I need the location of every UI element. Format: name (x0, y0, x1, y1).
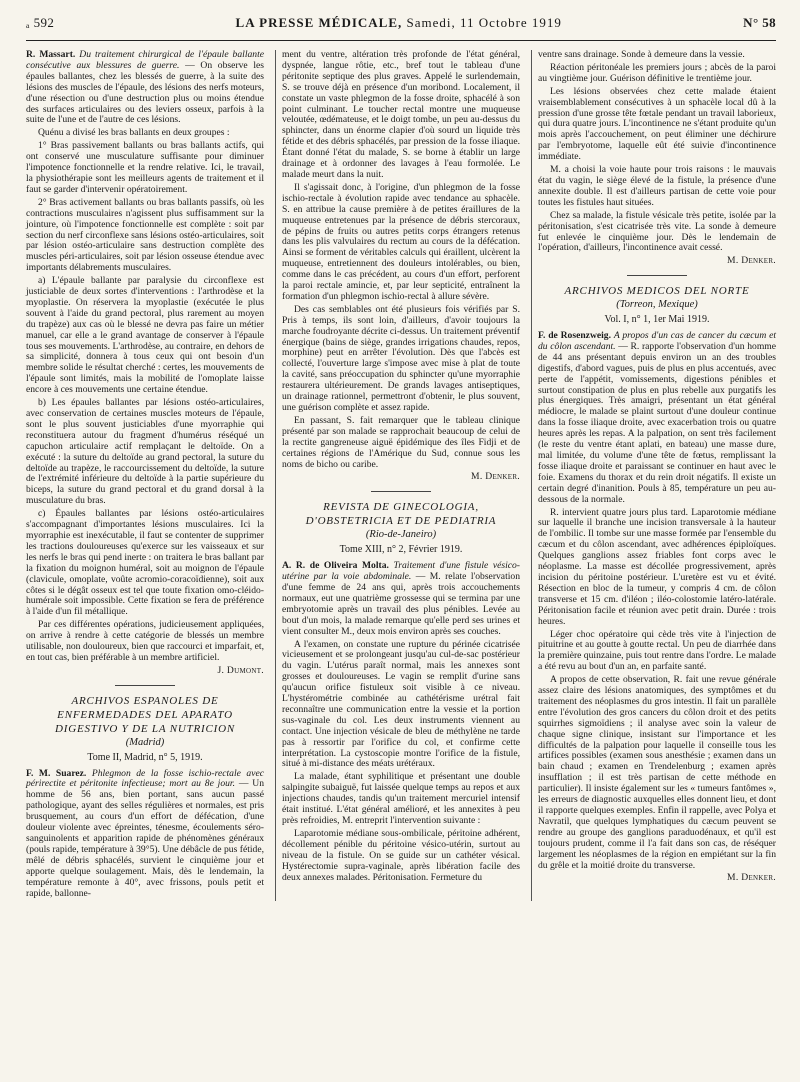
paragraph: Par ces différentes opérations, judicieusement appliquées, on arrive à rendre à cette catégorie de blessés un membre utilisable, non douloureux, bien que raccourci et imparfait, et, en tout cas, bien préférable à un membre artificiel. (26, 619, 264, 663)
author: F. M. Suarez. (26, 767, 87, 779)
issue-date: Samedi, 11 Octobre 1919 (406, 15, 562, 30)
author: F. de Rosenzweig. (538, 330, 611, 342)
signature: M. Denker. (727, 872, 776, 884)
article-oliveira (282, 561, 520, 637)
paragraph: b) Les épaules ballantes par lésions ostéo-articulaires, avec conservation de certaines muscles moteurs de l'épaule, sont le plus souvent justiciables d'une myorraphie qui reconstituera autour du fragment d'humérus réséqué un capuchon articulaire actif remplaçant le deltoïde. On a exécuté : la suture du deltoïde au grand pectoral, la suture du deltoïde au trapèze, le raccourcissement du deltoïde, la suture de l'extrémité inférieure du deltoïde à la partie supérieure du biceps, la suture du grand pectoral et du grand dorsal à la musculature du bras. (26, 397, 264, 507)
signature: M. Denker. (471, 471, 520, 483)
paragraph: A l'examen, on constate une rupture du périnée cicatrisée vicieusement et se prolongeant jusqu'au cul-de-sac postérieur du vagin. L'utérus paraît normal, mais les annexes sont grosses et douloureuses. Le vagin se remplit d'urine sans qu'aucun orifice fistuleux soit visible à ce niveau. L'hystérométrie combinée au cathétérisme urétral fait reconnaître une communication entre la vessie et la portion sus-vaginale du col. Les deux instruments viennent au contact. Une injection vésicale de bleu de méthylène ne tarde pas à ressortir par l'orifice du col, et confirme cette interprétation. La cystoscopie montre l'orifice de la fistule, situé à mi-distance des méats urétéraux. (282, 638, 520, 770)
section-meta: Vol. I, n° 1, 1er Mai 1919. (604, 314, 710, 326)
author: A. R. de Oliveira Molta. (282, 560, 389, 572)
article-rosenzweig (538, 331, 776, 506)
signature: J. Dumont. (217, 664, 264, 676)
paragraph: Réaction péritonéale les premiers jours ; abcès de la paroi au vingtième jour. Guérison définitive le trentième jour. (538, 61, 776, 84)
column-1 (26, 50, 264, 901)
article-title: A propos d'un cas de cancer du cæcum et du côlon ascendant. (538, 330, 777, 352)
paragraph: Laparotomie médiane sous-ombilicale, péritoine adhérent, décollement pénible du péritoine vésico-utérin, surtout au niveau de la fistule. On se guide sur un cathéter vésical. Hystérectomie supra-vaginale, après libération facile des deux annexes malades. Péritonisation. Fermeture du (282, 827, 520, 883)
paragraph: Des cas semblables ont été plusieurs fois vérifiés par S. Pris à temps, ils sont loin, d'ailleurs, d'avoir toujours la marche foudroyante décrite ci-dessus. Un traitement préventif énergique (bains de siège, grandes irrigations chaudes, repos, morphine) peut en arrêter l'évolution. Dès que l'abcès est collecté, l'ouverture large s'impose avec mise à plat de toute la cavité, sans préoccupation du sphincter qu'une myorraphie restaurera ultérieurement. De grands lavages antiseptiques, un drainage rationnel, permettront d'obtenir, le plus souvent, une guérison complète et assez rapide. (282, 303, 520, 413)
paragraph: A propos de cette observation, R. fait une revue générale assez claire des lésions anatomiques, des symptômes et du traitement des néoplasmes du gros intestin. Il fait un parallèle entre l'évolution des gros cancers du côlon droit et des petits squirrhes sigmoïdiens ; il analyse avec soin la valeur de chaque signe clinique, insistant sur l'importance et les difficultés de la palpation pour laquelle il conseille tous les artifices possibles (examen sous anesthésie ; examen dans un bain chaud ; examen en Trendelenburg ; examen après insufflation ; il est très partisan de cette méthode en particulier). Il insiste également sur les « tumeurs fantômes », les erreurs de diagnostic auxquelles elles donnent lieu, et dont il rapporte quelques exemples. Enfin il rappelle, avec Polya et Navratil, que quelques lymphatiques du cæcum peuvent se rendre au groupe des ganglions paraduodénaux, et qu'il est toujours prudent, comme il l'a fait dans son cas, de réséquer largement les néoplasmes de la région en empiétant sur la fin du grêle et la moitié droite du transverse. (538, 674, 776, 871)
paragraph: En passant, S. fait remarquer que le tableau clinique présenté par son malade se rapprochait beaucoup de celui de la rectite gangreneuse aiguë épidémique des îles Fidji et de certaines régions de l'Amérique du Sud, connue sous les noms de bicho ou caribe. (282, 414, 520, 470)
paragraph-text: — R. rapporte l'observation d'un homme de 44 ans présentant depuis environ un an des troubles digestifs, d'abord vagues, puis de plus en plus accentués, avec perte de l'appétit, vomissements, digestions pénibles et surtout constipation de plus en plus rebelle aux purgatifs les plus énergiques. Très amaigri, présentant un état général médiocre, le malade se plaint surtout d'une douleur continue dans la fosse iliaque droite, avec exacerbation trois ou quatre heures après les repas. A la palpation, on sent très facilement (le reste du ventre étant aplati, en bateau) une masse dure, mal limitée, du volume d'une tête de fœtus, remplissant la fosse iliaque droite et paraissant se continuer en haut avec le foie. Examens du thorax et du rein droit négatifs. Il existe un certain degré d'inanition. Pouls à 85, température un peu au-dessous de la normale. (538, 340, 776, 505)
paragraph: ventre sans drainage. Sonde à demeure dans la vessie. (538, 49, 745, 60)
paragraph: M. a choisi la voie haute pour trois raisons : le mauvais état du vagin, le siège élevé de la fistule, la présence d'une annexite double. Il est d'ailleurs partisan de cette voie pour toutes les fistules haut situées. (538, 164, 776, 208)
paragraph: Chez sa malade, la fistule vésicale très petite, isolée par la péritonisation, s'est cicatrisée très vite. La sonde à demeure fut enlevée le cinquième jour. Dès le lendemain de l'opération, d'ailleurs, l'incontinence avait cessé. (538, 209, 776, 254)
page-header (26, 15, 776, 41)
journal-title: LA PRESSE MÉDICALE, Samedi, 11 Octobre 1919 (235, 15, 562, 30)
paragraph-text: — Un homme de 56 ans, bien portant, sans aucun passé pathologique, ayant des selles régulières et normales, est pris brusquement, au cours d'un effort de défécation, d'une douleur violente avec épreintes, ténesme, écoulements séro-sanguinolents et apparition rapide de phénomènes généraux (pouls rapide, température à 39°5). Une débâcle de pus fétide, mêlé de débris sphacélés, survient le cinquième jour et apporte quelque soulagement. Mais, dès le lendemain, la température remonte à 40°, avec frissons, pouls petit et rapide, ballonne- (26, 778, 264, 899)
paragraph: R. intervient quatre jours plus tard. Laparotomie médiane sur laquelle il branche une incision transversale à la hauteur de l'ombilic. Il tombe sur une masse formée par l'ensemble du cæcum et du côlon ascendant, avec adhérences épiploïques. Quelques ganglions assez friables font corps avec le néoplasme. La masse est décollée progressivement, après incision du péritoine postérieur. L'uretère est vu et évité. Résection en bloc de la tumeur, y compris 4 cm. de côlon transverse et 15 cm. d'iléon ; iléo-colostomie latéro-latérale. Péritonisation facile et réunion avec petit drain. Durée : trois heures. (538, 506, 776, 627)
paragraph: c) Épaules ballantes par lésions ostéo-articulaires s'accompagnant d'importantes lésions musculaires. Ici la myorraphie est inexécutable, il faut se contenter de supprimer les tractions douloureuses qu'exerce sur les vaisseaux et sur les nerfs le bras qui pend inerte : on traitera le bras ballant par la fixation du moignon huméral, soit au moignon de l'épaule (clavicule, omoplate, voûte acromio-coracoïdienne), soit aux côtes si le dégât osseux est tel que toute fixation omo-cléido-humérale soit impossible. Cette fixation se fera de préférence à l'aide d'un fil métallique. (26, 508, 264, 618)
paragraph: 1° Bras passivement ballants ou bras ballants actifs, qui ont conservé une musculature suffisante pour diminuer l'impotence fonctionnelle et la rendre relative. Ici, le travail, la physiothérapie sont les meilleurs agents de traitement et il faut se garder d'intervenir opératoirement. (26, 140, 264, 195)
issue-number: N° 58 (743, 15, 776, 30)
section-city: (Madrid) (125, 736, 165, 748)
section-meta: Tome XIII, n° 2, Février 1919. (339, 544, 463, 556)
signature: M. Denker. (727, 255, 776, 267)
article-title: Du traitement chirurgical de l'épaule ballante consécutive aux blessures de guerre. (26, 49, 265, 71)
divider (371, 491, 431, 492)
section-city: (Torreon, Mexique) (616, 299, 698, 311)
paragraph: ment du ventre, altération très profonde de l'état général, dyspnée, langue rôtie, etc., bref tout le tableau d'une péritonite septique des plus graves. Appelé le surlendemain, S. se trouve déjà en présence d'un moribond. Localement, il constate un vaste phlegmon de la fosse droite, sphacélé à son point culminant. Le toucher rectal montre une muqueuse veloutée, œdémateuse, et le doigt tombe, un peu au-dessus du sphincter, dans un énorme clapier d'où sourd un liquide très fétide et des débris sphacélés, par pression de la fosse iliaque. Étant donné l'état du malade, S. se borne à établir un large drainage et à ordonner des lavages à l'eau formolée. Le malade meurt dans la nuit. (282, 49, 520, 180)
paragraph: 2° Bras activement ballants ou bras ballants passifs, où les contractions musculaires n'agissent plus suffisamment sur la jointure, où l'impotence fonctionnelle est complète : soit par section du nerf circonflexe sans lésions ostéo-articulaires, soit par lésion ostéo-articulaire sans destruction complète des muscles péri-articulaires, soit par lésion osseuse étendue avec importants délabrements musculaires. (26, 196, 264, 274)
divider (115, 685, 175, 686)
paragraph: Quénu a divisé les bras ballants en deux groupes : (38, 127, 230, 139)
paragraph: Il s'agissait donc, à l'origine, d'un phlegmon de la fosse ischio-rectale à évolution rapide avec tendance au sphacèle. S. en attribue la cause première à de petites éraillures de la muqueuse entretenues par la présence de débris stercoraux, de pépins de fruits ou autres petits corps étrangers retenus dans les plis valvulaires du rectum au cours de la défécation. Ainsi se forment de véritables calculs qui éraillent, ulcèrent la muqueuse, entretiennent des douleurs intolérables, ou bien, comme dans le cas précédent, au cours d'un effort, perforent la paroi rectale amincie, et, par leur septicité, entraînent la formation d'un phlegmon ischio-rectal à allure sévère. (282, 181, 520, 302)
article-massart (26, 50, 264, 126)
divider (627, 275, 687, 276)
paragraph: Léger choc opératoire qui cède très vite à l'injection de pituitrine et au goutte à goutte rectal. Un peu de diarrhée dans la première quinzaine, puis tout rentre dans l'ordre. Le malade a été revu au bout d'un an, en parfaite santé. (538, 628, 777, 673)
article-suarez (26, 769, 264, 900)
section-meta: Tome II, Madrid, n° 5, 1919. (87, 751, 203, 763)
section-title: ARCHIVOS MEDICOS DEL NORTE (564, 285, 750, 298)
section-city: (Rio-de-Janeiro) (365, 529, 437, 541)
article-title: Traitement d'une fistule vésico-utérine par la voie abdominale. (282, 560, 520, 583)
paragraph: a) L'épaule ballante par paralysie du circonflexe est justiciable de deux sortes d'interventions : l'arthrodèse et la myoplastie. On réservera la myoplastie (exécutée le plus souvent à l'aide du grand pectoral, plus rarement au moyen du trapèze) aux cas où le blessé ne devra pas faire un métier manuel, car elle a le grand avantage de conserver à l'épaule tous ses mouvements. L'arthrodèse, au contraire, en dehors de sa simplicité, donnera à tous ceux qui ont besoin d'un membre solide le résultat cherché : certes, les mouvements de l'épaule sont limités, mais la mobilité de l'omoplate laisse encore à ces mouvements une certaine étendue. (26, 275, 264, 396)
paragraph-text: — M. relate l'observation d'une femme de 24 ans qui, après trois accouchements normaux, eut une quatrième grossesse qui se termina par une embryotomie après un travail des plus pénibles. Levée au bout d'un mois, la malade remarque qu'elle perd ses urines et vient consulter M., deux mois environ après ses couches. (282, 571, 520, 637)
column-3 (531, 50, 776, 901)
column-2 (275, 50, 520, 901)
section-title: ARCHIVOS ESPANOLES DE ENFERMEDADES DEL APARATO DIGESTIVO Y DE LA NUTRICION (55, 694, 235, 735)
section-title: REVISTA DE GINECOLOGIA, D'OBSTETRICIA ET DE PEDIATRIA (305, 501, 497, 528)
newspaper-page (26, 15, 777, 1068)
page-number: ₐ 592 (26, 15, 55, 30)
paragraph: Les lésions observées chez cette malade étaient vraisemblablement consécutives à un sphacèle local dû à la pression d'une grosse tête fœtale pendant un travail laborieux, qui dura quatre jours. L'incontinence ne s'étant produite qu'un mois après l'accouchement, on peut éliminer une déchirure par l'embryotome, laquelle eût été suivie d'incontinence immédiate. (538, 85, 776, 163)
paragraph-text: — On observe les épaules ballantes, chez les blessés de guerre, à la suite des lésions des muscles de l'épaule, des lésions des nerfs moteurs, d'une résection ou d'une destruction plus ou moins étendue des surfaces articulaires ou des leviers osseux, parfois à la suite de l'une et de l'autre de ces lésions. (26, 59, 264, 126)
paragraph: La malade, étant syphilitique et présentant une double salpingite subaiguë, fut laissée quelque temps au repos et aux injections chaudes, tandis qu'un traitement mercuriel intensif était institué. L'état général amélioré, et les annexites à peu près refroidies, M. entreprit l'intervention suivante : (282, 771, 520, 826)
journal-name: LA PRESSE MÉDICALE (235, 15, 399, 30)
article-title: Phlegmon de la fosse ischio-rectale avec périrectite et péritonite infectieuse; mort au 8e jour. (26, 767, 264, 790)
author: R. Massart. (26, 49, 76, 60)
columns (26, 50, 776, 901)
